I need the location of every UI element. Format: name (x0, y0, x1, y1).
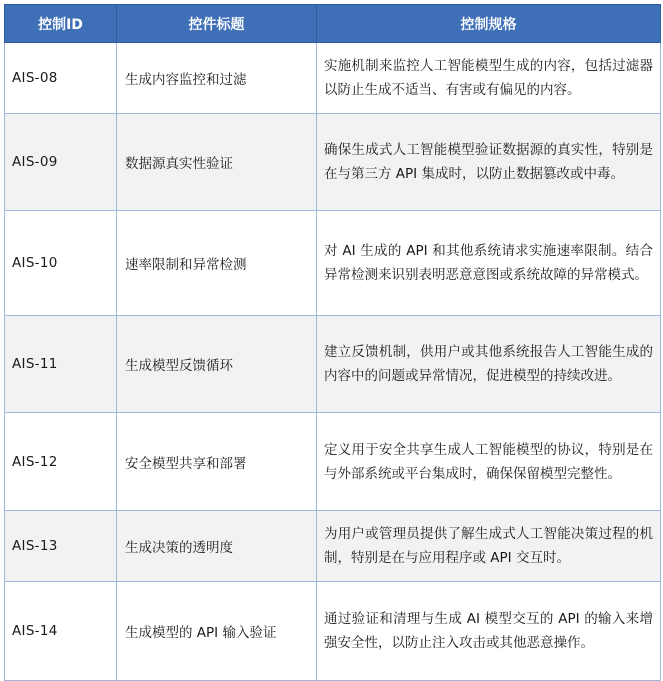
control-spec-cell: 为用户或管理员提供了解生成式人工智能决策过程的机制，特别是在与应用程序或 API 交互时。 (317, 511, 661, 582)
control-spec-cell: 对 AI 生成的 API 和其他系统请求实施速率限制。结合异常检测来识别表明恶意意图或系统故障的异常模式。 (317, 211, 661, 316)
table-row (5, 114, 661, 211)
control-title-cell: 生成决策的透明度 (117, 511, 317, 582)
control-title-cell: 安全模型共享和部署 (117, 413, 317, 511)
control-id-cell: AIS-08 (5, 43, 117, 114)
control-id-cell: AIS-14 (5, 582, 117, 681)
control-spec-table (4, 4, 661, 681)
control-id-cell: AIS-12 (5, 413, 117, 511)
control-id-cell: AIS-11 (5, 316, 117, 413)
control-title-cell: 生成模型的 API 输入验证 (117, 582, 317, 681)
control-spec-cell: 通过验证和清理与生成 AI 模型交互的 API 的输入来增强安全性，以防止注入攻击或其他恶意操作。 (317, 582, 661, 681)
table-row (5, 43, 661, 114)
header-control-id: 控制ID (5, 5, 117, 43)
control-spec-cell: 实施机制来监控人工智能模型生成的内容，包括过滤器以防止生成不适当、有害或有偏见的内容。 (317, 43, 661, 114)
table-body (5, 43, 661, 681)
control-id-cell: AIS-09 (5, 114, 117, 211)
header-control-title: 控件标题 (117, 5, 317, 43)
header-control-spec: 控制规格 (317, 5, 661, 43)
control-spec-cell: 定义用于安全共享生成人工智能模型的协议，特别是在与外部系统或平台集成时，确保保留模型完整性。 (317, 413, 661, 511)
header-row (5, 5, 661, 43)
control-title-cell: 生成内容监控和过滤 (117, 43, 317, 114)
table-row (5, 413, 661, 511)
table-row (5, 511, 661, 582)
table-row (5, 582, 661, 681)
table-header (5, 5, 661, 43)
control-title-cell: 数据源真实性验证 (117, 114, 317, 211)
control-id-cell: AIS-13 (5, 511, 117, 582)
control-spec-cell: 确保生成式人工智能模型验证数据源的真实性，特别是在与第三方 API 集成时，以防止数据篡改或中毒。 (317, 114, 661, 211)
table-row (5, 211, 661, 316)
control-title-cell: 速率限制和异常检测 (117, 211, 317, 316)
control-id-cell: AIS-10 (5, 211, 117, 316)
table-row (5, 316, 661, 413)
control-spec-cell: 建立反馈机制，供用户或其他系统报告人工智能生成的内容中的问题或异常情况，促进模型的持续改进。 (317, 316, 661, 413)
control-title-cell: 生成模型反馈循环 (117, 316, 317, 413)
